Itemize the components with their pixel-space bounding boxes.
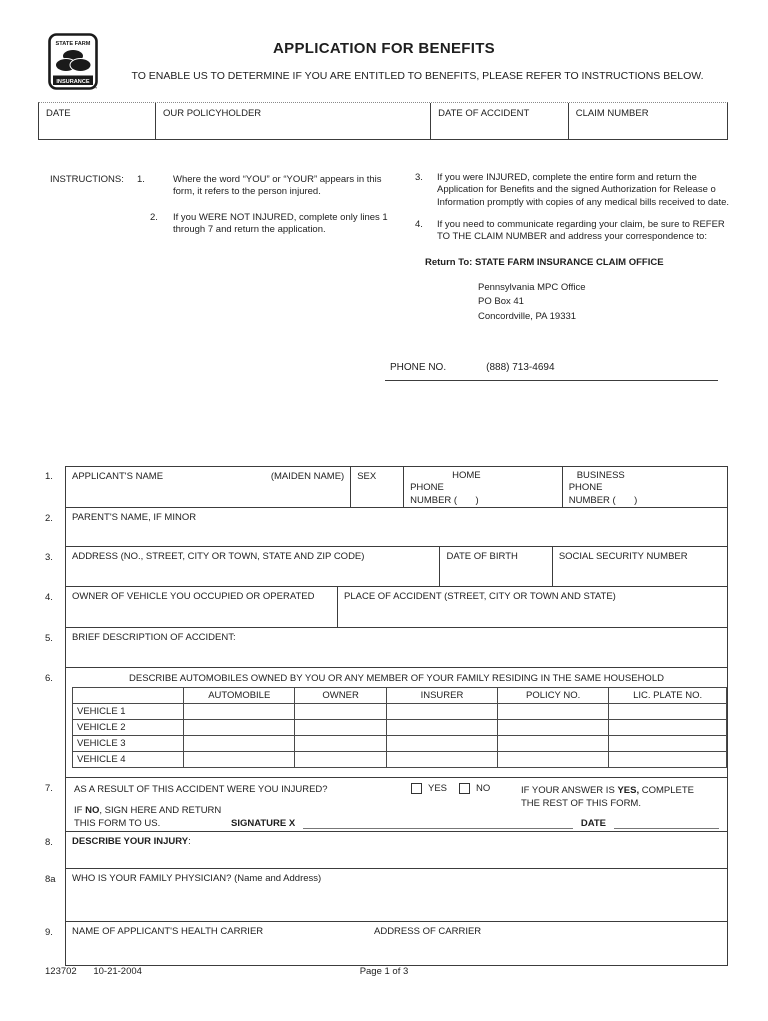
applicant-name-field[interactable] [66,467,350,507]
form-row-6 [38,668,728,778]
if-yes-note-bold: YES, [617,785,640,796]
date-field[interactable] [39,103,156,139]
instruction-item-1 [50,174,402,199]
instructions-label: INSTRUCTIONS: [50,174,124,185]
vehicle-1-insurer-cell[interactable] [386,704,497,720]
form-row-8a [38,869,728,922]
page-indicator: Page 1 of 3 [359,966,409,977]
date-of-birth-field[interactable] [439,547,551,586]
vehicle-2-policy-cell[interactable] [498,720,609,736]
vehicle-1-policy-cell[interactable] [498,704,609,720]
business-phone-label-1: BUSINESS [576,470,625,481]
sex-label: SEX [357,471,377,482]
home-phone-label-2: PHONE [410,482,444,494]
vehicle-1-label: VEHICLE 1 [73,704,184,720]
row-1-number: 1. [45,471,53,482]
policy-no-header: POLICY NO. [498,688,609,704]
instruction-3-text: If you were INJURED, complete the entire form and return the Application for Benefits and the signed Authorization for Release o Information promptly with copies of any medical bills received to date. [437,172,729,208]
date-label: DATE [46,108,71,119]
date-of-accident-label: DATE OF ACCIDENT [438,108,530,119]
home-phone-label-1: HOME [452,470,481,481]
parent-name-label: PARENT'S NAME, IF MINOR [72,512,197,523]
business-phone-label-3: NUMBER ( ) [568,494,638,506]
place-of-accident-label: PLACE OF ACCIDENT (STREET, CITY OR TOWN AND STATE) [344,591,616,602]
vehicle-4-owner-cell[interactable] [295,752,387,768]
row-4-number: 4. [45,592,53,603]
form-row-9 [38,922,728,966]
policyholder-field[interactable] [156,103,431,139]
row-8-number: 8. [45,837,53,848]
signature-label: SIGNATURE X [231,818,296,829]
vehicle-2-automobile-cell[interactable] [184,720,295,736]
vehicle-2-plate-cell[interactable] [609,720,727,736]
vehicle-header-blank [73,688,184,704]
vehicle-3-automobile-cell[interactable] [184,736,295,752]
if-no-post: , SIGN HERE AND RETURN [99,805,222,816]
policyholder-label: OUR POLICYHOLDER [162,108,262,119]
date-of-accident-field[interactable] [431,103,569,139]
injury-description-colon: : [188,836,191,847]
revision-date: 10-21-2004 [93,966,142,977]
vehicle-owner-field[interactable] [66,587,337,627]
address-line-1: Pennsylvania MPC Office [478,282,586,294]
yes-checkbox[interactable] [411,783,422,794]
page-subtitle: TO ENABLE US TO DETERMINE IF YOU ARE ENTITLED TO BENEFITS, PLEASE REFER TO INSTRUCTIONS BELOW. [131,70,704,82]
instruction-item-4 [415,219,734,244]
instructions-left [50,174,402,236]
vehicle-1-row [73,704,727,720]
vehicle-owner-label: OWNER OF VEHICLE YOU OCCUPIED OR OPERATED [72,591,315,602]
applicant-name-label: APPLICANT'S NAME [72,471,164,482]
family-physician-label: WHO IS YOUR FAMILY PHYSICIAN? [72,873,232,884]
vehicle-4-plate-cell[interactable] [609,752,727,768]
vehicle-3-insurer-cell[interactable] [386,736,497,752]
if-yes-note-line2: THE REST OF THIS FORM. [521,798,641,810]
phone-number-line [385,362,718,381]
no-checkbox-label: NO [476,783,491,794]
address-label: ADDRESS (NO., STREET, CITY OR TOWN, STATE AND ZIP CODE) [72,551,365,562]
row-5-number: 5. [45,633,53,644]
injury-description-field[interactable] [66,832,727,851]
row-3-number: 3. [45,552,53,563]
vehicle-4-label: VEHICLE 4 [73,752,184,768]
vehicle-2-row [73,720,727,736]
address-line-3: Concordville, PA 19331 [478,310,577,322]
vehicle-4-policy-cell[interactable] [498,752,609,768]
vehicle-3-owner-cell[interactable] [295,736,387,752]
instruction-4-text: If you need to communicate regarding your claim, be sure to REFER TO THE CLAIM NUMBER and address your correspondence to: [437,219,725,243]
form-row-7 [38,778,728,832]
accident-description-label: BRIEF DESCRIPTION OF ACCIDENT: [72,632,236,643]
form-row-8 [38,832,728,869]
vehicle-2-owner-cell[interactable] [295,720,387,736]
form-row-4 [38,587,728,628]
claim-header-table [38,102,728,140]
lic-plate-header: LIC. PLATE NO. [609,688,727,704]
instruction-3-number: 3. [415,172,423,183]
instruction-2-text: If you WERE NOT INJURED, complete only lines 1 through 7 and return the application. [173,211,388,236]
vehicle-2-insurer-cell[interactable] [386,720,497,736]
vehicle-table-title: DESCRIBE AUTOMOBILES OWNED BY YOU OR ANY MEMBER OF YOUR FAMILY RESIDING IN THE SAME HOUSEHOLD [129,673,664,684]
injured-question-label: AS A RESULT OF THIS ACCIDENT WERE YOU INJURED? [74,784,328,795]
yes-checkbox-label: YES [428,783,448,794]
row-8a-number: 8a [45,874,56,885]
vehicle-table [72,687,727,768]
logo-trademark: ™ [93,86,98,91]
ssn-field[interactable] [552,547,727,586]
main-form [38,466,728,966]
if-yes-note-post: COMPLETE [639,785,694,796]
vehicle-1-owner-cell[interactable] [295,704,387,720]
health-carrier-label: NAME OF APPLICANT'S HEALTH CARRIER [72,926,264,937]
vehicle-3-label: VEHICLE 3 [73,736,184,752]
signature-row [74,817,719,829]
page-title: APPLICATION FOR BENEFITS [273,40,495,57]
row-7-number: 7. [45,783,53,794]
vehicle-4-row [73,752,727,768]
if-no-pre: IF [74,805,86,816]
form-row-3 [38,547,728,587]
claim-office-address [478,281,734,324]
if-yes-note [521,784,719,811]
parent-name-field[interactable] [66,508,727,527]
injured-checkboxes [411,783,490,794]
return-form-label: THIS FORM TO US. [74,818,161,829]
form-row-2 [38,508,728,547]
phone-value: (888) 713-4694 [486,362,555,373]
family-physician-sublabel: (Name and Address) [231,873,322,884]
row-9-number: 9. [45,927,53,938]
ssn-label: SOCIAL SECURITY NUMBER [558,551,688,562]
address-field[interactable] [66,547,439,586]
return-to-line: Return To: STATE FARM INSURANCE CLAIM OFFICE [425,256,664,268]
logo-bottom-text: INSURANCE [56,78,90,85]
vehicle-4-automobile-cell[interactable] [184,752,295,768]
row-6-number: 6. [45,673,53,684]
date-line[interactable] [614,817,719,829]
phone-label: PHONE NO. [390,362,447,373]
sex-field[interactable] [350,467,403,507]
if-no-note [74,805,221,816]
accident-description-field[interactable] [66,628,727,647]
vehicle-3-row [73,736,727,752]
row-2-number: 2. [45,513,53,524]
vehicle-3-plate-cell[interactable] [609,736,727,752]
signature-line[interactable] [303,817,573,829]
address-line-2: PO Box 41 [478,296,524,308]
date-label-row7: DATE [580,818,606,829]
maiden-name-label: (MAIDEN NAME) [270,471,345,482]
home-phone-field[interactable] [403,467,562,507]
vehicle-3-policy-cell[interactable] [498,736,609,752]
owner-header: OWNER [295,688,387,704]
business-phone-label-2: PHONE [568,482,603,494]
vehicle-2-label: VEHICLE 2 [73,720,184,736]
form-row-5 [38,628,728,668]
home-phone-label-3: NUMBER ( ) [410,494,479,506]
instructions-right [415,172,734,324]
vehicle-table-header-row [73,688,727,704]
if-no-bold: NO [85,805,100,816]
business-phone-field[interactable] [562,467,727,507]
instruction-1-number: 1. [137,174,145,185]
vehicle-4-insurer-cell[interactable] [386,752,497,768]
vehicle-1-automobile-cell[interactable] [184,704,295,720]
insurer-header: INSURER [386,688,497,704]
form-number: 123702 [45,966,77,977]
health-carrier-field[interactable] [66,922,727,941]
form-row-1 [38,466,728,508]
logo-top-text: STATE FARM [55,41,91,47]
instruction-item-2 [50,212,402,237]
claim-number-label: CLAIM NUMBER [575,108,649,119]
carrier-address-label: ADDRESS OF CARRIER [374,926,482,937]
vehicle-1-plate-cell[interactable] [609,704,727,720]
instruction-4-number: 4. [415,219,423,231]
no-checkbox[interactable] [459,783,470,794]
claim-number-field[interactable] [569,103,727,139]
place-of-accident-field[interactable] [337,587,727,627]
injury-description-label: DESCRIBE YOUR INJURY [72,836,189,847]
if-yes-note-pre: IF YOUR ANSWER IS [521,785,618,796]
instruction-2-number: 2. [150,211,158,223]
family-physician-field[interactable] [66,869,727,888]
instruction-item-3 [415,172,734,209]
date-of-birth-label: DATE OF BIRTH [446,551,518,562]
instruction-1-text: Where the word “YOU” or “YOUR” appears in this form, it refers to the person injured. [173,174,382,198]
automobile-header: AUTOMOBILE [184,688,295,704]
